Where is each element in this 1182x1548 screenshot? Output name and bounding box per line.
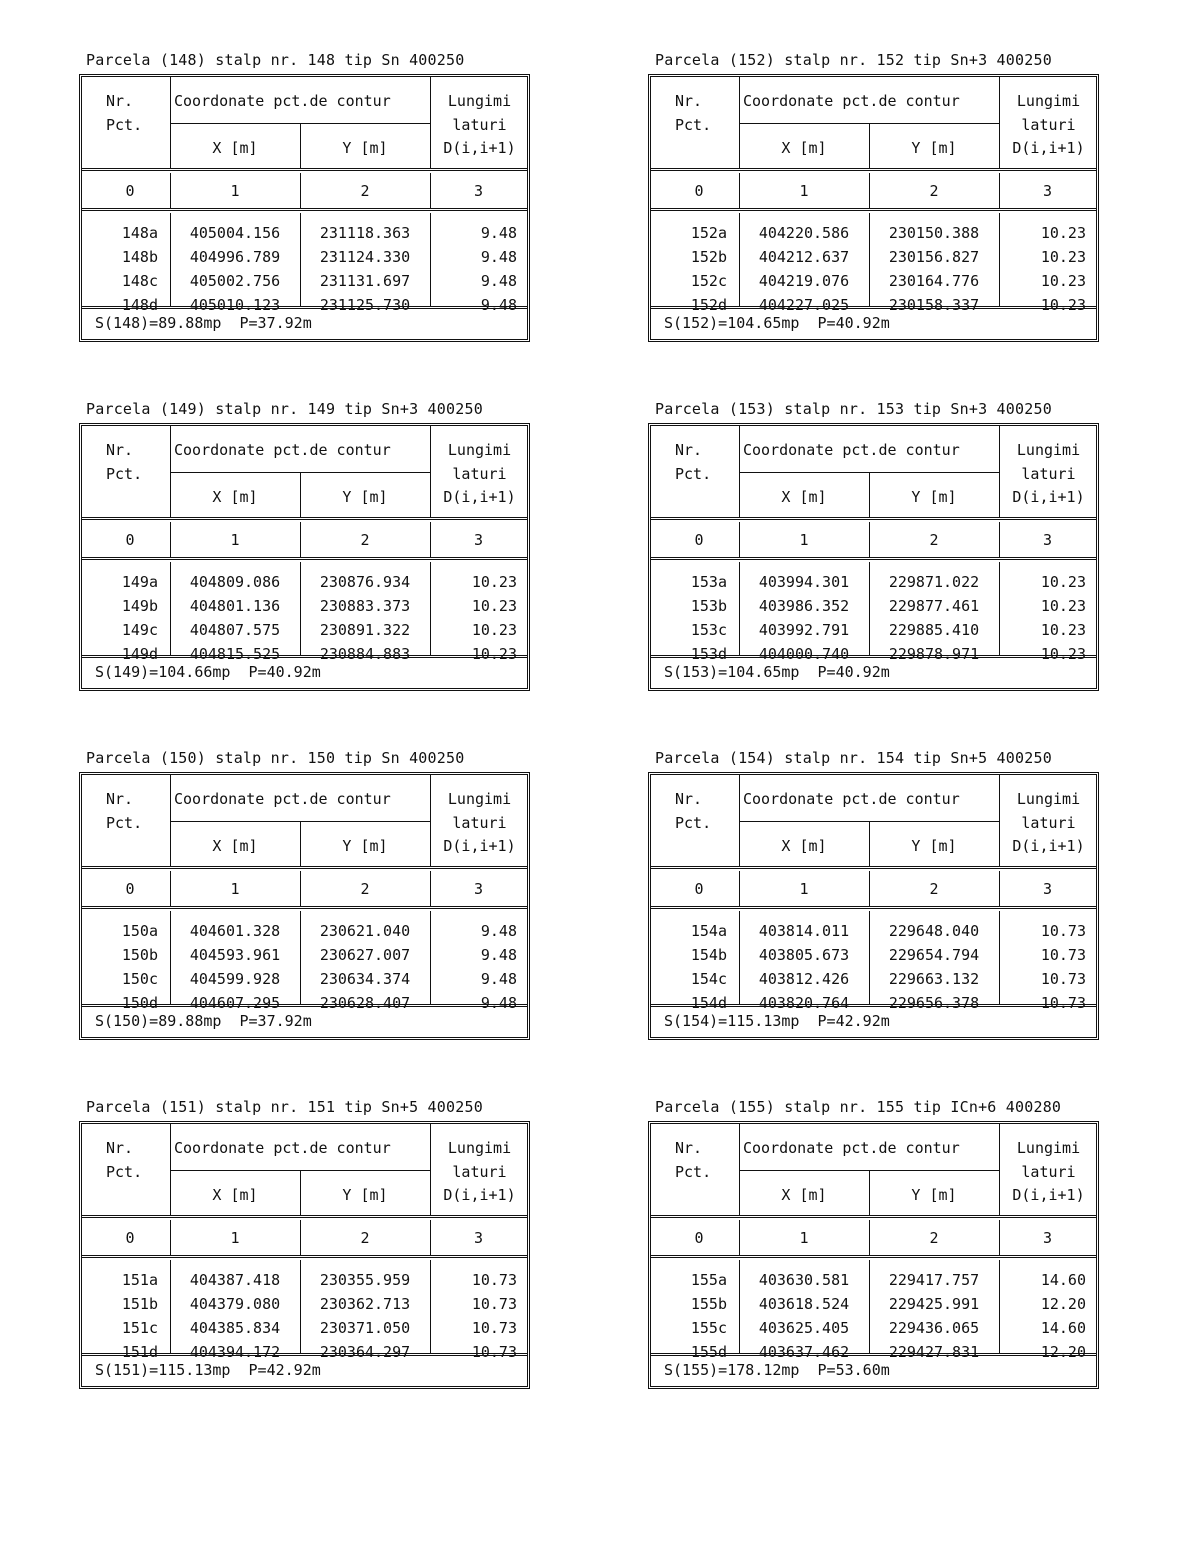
column-number: 0: [694, 1229, 704, 1247]
header-d: D(i,i+1): [443, 1186, 516, 1204]
side-length: 10.23: [1040, 224, 1086, 242]
side-length: 14.60: [1040, 1319, 1086, 1337]
column-number: 1: [799, 1229, 809, 1247]
header-pct: Pct.: [675, 1163, 712, 1181]
coord-y: 230883.373: [319, 597, 411, 615]
parcel-title: Parcela (152) stalp nr. 152 tip Sn+3 400250: [655, 51, 1052, 69]
point-id: 154b: [690, 946, 727, 964]
coord-x: 404601.328: [189, 922, 281, 940]
side-length: 10.23: [1040, 645, 1086, 663]
coordinates-table: [79, 74, 530, 342]
header-lungimi: Lungimi: [1016, 92, 1081, 110]
column-number: 2: [360, 880, 370, 898]
coord-x: 403820.764: [758, 994, 850, 1012]
coord-y: 230891.322: [319, 621, 411, 639]
coord-y: 230158.337: [888, 296, 980, 314]
area-perimeter-footer: S(153)=104.65mp P=40.92m: [664, 663, 890, 681]
coord-y: 230634.374: [319, 970, 411, 988]
coord-y: 231131.697: [319, 272, 411, 290]
point-id: 149d: [121, 645, 158, 663]
header-lungimi: Lungimi: [447, 441, 512, 459]
header-laturi: laturi: [452, 1163, 507, 1181]
point-id: 151c: [121, 1319, 158, 1337]
header-d: D(i,i+1): [1012, 139, 1085, 157]
area-perimeter-footer: S(148)=89.88mp P=37.92m: [95, 314, 312, 332]
parcel-block: [648, 401, 1103, 691]
point-id: 155a: [690, 1271, 727, 1289]
coord-x: 405004.156: [189, 224, 281, 242]
header-lungimi: Lungimi: [1016, 1139, 1081, 1157]
coordinates-table: [648, 772, 1099, 1040]
coord-x: 404219.076: [758, 272, 850, 290]
coord-x: 403805.673: [758, 946, 850, 964]
coord-y: 230371.050: [319, 1319, 411, 1337]
point-id: 151a: [121, 1271, 158, 1289]
header-nr: Nr.: [106, 441, 134, 459]
header-y: Y [m]: [342, 1186, 388, 1204]
column-number: 3: [1042, 880, 1053, 898]
coord-x: 403637.462: [758, 1343, 850, 1361]
point-id: 153b: [690, 597, 727, 615]
coord-x: 404996.789: [189, 248, 281, 266]
side-length: 10.23: [471, 621, 517, 639]
column-number: 3: [1042, 531, 1053, 549]
coord-y: 231124.330: [319, 248, 411, 266]
point-id: 149b: [121, 597, 158, 615]
side-length: 9.48: [480, 922, 517, 940]
column-number: 0: [694, 531, 704, 549]
header-y: Y [m]: [342, 837, 388, 855]
coord-y: 229654.794: [888, 946, 980, 964]
coord-y: 230627.007: [319, 946, 411, 964]
area-perimeter-footer: S(152)=104.65mp P=40.92m: [664, 314, 890, 332]
header-coordinates: Coordonate pct.de contur: [743, 1139, 960, 1157]
side-length: 10.73: [471, 1319, 517, 1337]
parcel-block: [79, 750, 534, 1040]
coord-y: 230156.827: [888, 248, 980, 266]
column-number: 3: [473, 1229, 484, 1247]
column-number: 0: [694, 182, 704, 200]
point-id: 153c: [690, 621, 727, 639]
header-laturi: laturi: [452, 465, 507, 483]
side-length: 9.48: [480, 970, 517, 988]
side-length: 10.23: [471, 573, 517, 591]
header-pct: Pct.: [106, 465, 143, 483]
column-number: 2: [360, 531, 370, 549]
header-x: X [m]: [212, 837, 258, 855]
header-y: Y [m]: [911, 1186, 957, 1204]
coord-y: 229425.991: [888, 1295, 980, 1313]
coord-y: 229871.022: [888, 573, 980, 591]
coord-x: 404387.418: [189, 1271, 281, 1289]
header-nr: Nr.: [675, 92, 703, 110]
header-d: D(i,i+1): [1012, 837, 1085, 855]
side-length: 10.73: [1040, 922, 1086, 940]
column-number: 0: [125, 1229, 135, 1247]
header-lungimi: Lungimi: [1016, 441, 1081, 459]
point-id: 153a: [690, 573, 727, 591]
header-nr: Nr.: [106, 790, 134, 808]
parcel-title: Parcela (150) stalp nr. 150 tip Sn 400250: [86, 749, 465, 767]
column-number: 1: [230, 182, 240, 200]
column-number: 1: [230, 1229, 240, 1247]
coord-y: 230884.883: [319, 645, 411, 663]
side-length: 10.73: [1040, 994, 1086, 1012]
side-length: 10.23: [1040, 272, 1086, 290]
point-id: 148a: [121, 224, 158, 242]
header-laturi: laturi: [1021, 116, 1076, 134]
column-number: 1: [230, 880, 240, 898]
side-length: 10.73: [471, 1343, 517, 1361]
header-lungimi: Lungimi: [447, 1139, 512, 1157]
point-id: 150b: [121, 946, 158, 964]
coord-y: 229417.757: [888, 1271, 980, 1289]
point-id: 153d: [690, 645, 727, 663]
parcel-block: [648, 52, 1103, 342]
coordinates-table: [79, 1121, 530, 1389]
coord-x: 404000.740: [758, 645, 850, 663]
header-coordinates: Coordonate pct.de contur: [174, 790, 391, 808]
point-id: 152d: [690, 296, 727, 314]
side-length: 10.23: [471, 645, 517, 663]
side-length: 10.23: [471, 597, 517, 615]
coord-y: 229878.971: [888, 645, 980, 663]
header-y: Y [m]: [911, 488, 957, 506]
column-number: 2: [929, 182, 939, 200]
header-y: Y [m]: [911, 837, 957, 855]
header-nr: Nr.: [675, 441, 703, 459]
area-perimeter-footer: S(149)=104.66mp P=40.92m: [95, 663, 321, 681]
coord-y: 229877.461: [888, 597, 980, 615]
point-id: 148c: [121, 272, 158, 290]
side-length: 10.23: [1040, 573, 1086, 591]
side-length: 10.23: [1040, 597, 1086, 615]
coordinates-table: [648, 74, 1099, 342]
point-id: 154c: [690, 970, 727, 988]
point-id: 152a: [690, 224, 727, 242]
header-laturi: laturi: [452, 814, 507, 832]
coord-x: 404809.086: [189, 573, 281, 591]
parcel-block: [79, 52, 534, 342]
side-length: 9.48: [480, 224, 517, 242]
point-id: 155d: [690, 1343, 727, 1361]
coord-x: 403994.301: [758, 573, 850, 591]
column-number: 3: [473, 531, 484, 549]
header-coordinates: Coordonate pct.de contur: [743, 92, 960, 110]
coord-y: 230355.959: [319, 1271, 411, 1289]
parcel-title: Parcela (154) stalp nr. 154 tip Sn+5 400250: [655, 749, 1052, 767]
column-number: 0: [125, 880, 135, 898]
coord-y: 231125.730: [319, 296, 411, 314]
column-number: 3: [473, 182, 484, 200]
column-number: 2: [929, 880, 939, 898]
coord-x: 404220.586: [758, 224, 850, 242]
point-id: 149c: [121, 621, 158, 639]
coord-x: 403812.426: [758, 970, 850, 988]
parcel-title: Parcela (153) stalp nr. 153 tip Sn+3 400250: [655, 400, 1052, 418]
header-lungimi: Lungimi: [447, 92, 512, 110]
point-id: 150d: [121, 994, 158, 1012]
point-id: 148b: [121, 248, 158, 266]
side-length: 10.23: [1040, 248, 1086, 266]
header-laturi: laturi: [1021, 1163, 1076, 1181]
coord-y: 230362.713: [319, 1295, 411, 1313]
column-number: 1: [799, 531, 809, 549]
area-perimeter-footer: S(150)=89.88mp P=37.92m: [95, 1012, 312, 1030]
header-y: Y [m]: [342, 488, 388, 506]
point-id: 152c: [690, 272, 727, 290]
point-id: 150a: [121, 922, 158, 940]
coord-x: 404599.928: [189, 970, 281, 988]
header-laturi: laturi: [452, 116, 507, 134]
coord-y: 230164.776: [888, 272, 980, 290]
point-id: 152b: [690, 248, 727, 266]
coord-x: 403618.524: [758, 1295, 850, 1313]
header-coordinates: Coordonate pct.de contur: [174, 1139, 391, 1157]
point-id: 151d: [121, 1343, 158, 1361]
column-number: 0: [125, 182, 135, 200]
side-length: 10.73: [471, 1271, 517, 1289]
side-length: 10.73: [1040, 946, 1086, 964]
coord-y: 231118.363: [319, 224, 411, 242]
coord-x: 405002.756: [189, 272, 281, 290]
coord-x: 403992.791: [758, 621, 850, 639]
header-nr: Nr.: [675, 1139, 703, 1157]
point-id: 154d: [690, 994, 727, 1012]
column-number: 1: [799, 182, 809, 200]
side-length: 10.23: [1040, 621, 1086, 639]
parcel-title: Parcela (151) stalp nr. 151 tip Sn+5 400250: [86, 1098, 483, 1116]
column-number: 2: [929, 531, 939, 549]
column-number: 3: [1042, 182, 1053, 200]
coord-y: 229663.132: [888, 970, 980, 988]
coord-x: 403630.581: [758, 1271, 850, 1289]
coord-y: 230621.040: [319, 922, 411, 940]
coord-x: 404807.575: [189, 621, 281, 639]
header-pct: Pct.: [675, 116, 712, 134]
area-perimeter-footer: S(154)=115.13mp P=42.92m: [664, 1012, 890, 1030]
coord-x: 404593.961: [189, 946, 281, 964]
coord-x: 403814.011: [758, 922, 850, 940]
coord-y: 229427.831: [888, 1343, 980, 1361]
header-x: X [m]: [212, 488, 258, 506]
coord-y: 230364.297: [319, 1343, 411, 1361]
side-length: 9.48: [480, 994, 517, 1012]
coord-y: 229648.040: [888, 922, 980, 940]
coordinates-table: [79, 772, 530, 1040]
header-coordinates: Coordonate pct.de contur: [743, 441, 960, 459]
column-number: 1: [230, 531, 240, 549]
column-number: 2: [360, 182, 370, 200]
coord-y: 229656.378: [888, 994, 980, 1012]
header-laturi: laturi: [1021, 465, 1076, 483]
coord-x: 404385.834: [189, 1319, 281, 1337]
coord-y: 229885.410: [888, 621, 980, 639]
coord-y: 230876.934: [319, 573, 411, 591]
header-pct: Pct.: [106, 1163, 143, 1181]
side-length: 10.73: [1040, 970, 1086, 988]
header-pct: Pct.: [675, 814, 712, 832]
header-d: D(i,i+1): [1012, 488, 1085, 506]
point-id: 148d: [121, 296, 158, 314]
area-perimeter-footer: S(151)=115.13mp P=42.92m: [95, 1361, 321, 1379]
side-length: 9.48: [480, 296, 517, 314]
header-x: X [m]: [212, 1186, 258, 1204]
column-number: 2: [929, 1229, 939, 1247]
coordinates-table: [648, 423, 1099, 691]
header-coordinates: Coordonate pct.de contur: [174, 441, 391, 459]
point-id: 155c: [690, 1319, 727, 1337]
header-pct: Pct.: [106, 814, 143, 832]
column-number: 0: [694, 880, 704, 898]
column-number: 0: [125, 531, 135, 549]
side-length: 12.20: [1040, 1343, 1086, 1361]
column-number: 3: [1042, 1229, 1053, 1247]
header-lungimi: Lungimi: [447, 790, 512, 808]
header-nr: Nr.: [675, 790, 703, 808]
side-length: 9.48: [480, 946, 517, 964]
point-id: 154a: [690, 922, 727, 940]
coord-y: 229436.065: [888, 1319, 980, 1337]
header-x: X [m]: [781, 139, 827, 157]
coord-x: 405010.123: [189, 296, 281, 314]
header-d: D(i,i+1): [443, 139, 516, 157]
coord-x: 404379.080: [189, 1295, 281, 1313]
header-nr: Nr.: [106, 1139, 134, 1157]
coord-x: 404815.525: [189, 645, 281, 663]
side-length: 12.20: [1040, 1295, 1086, 1313]
parcel-title: Parcela (149) stalp nr. 149 tip Sn+3 400250: [86, 400, 483, 418]
parcel-title: Parcela (148) stalp nr. 148 tip Sn 400250: [86, 51, 465, 69]
header-y: Y [m]: [342, 139, 388, 157]
column-number: 1: [799, 880, 809, 898]
point-id: 150c: [121, 970, 158, 988]
side-length: 10.73: [471, 1295, 517, 1313]
point-id: 155b: [690, 1295, 727, 1313]
header-nr: Nr.: [106, 92, 134, 110]
coord-x: 404212.637: [758, 248, 850, 266]
coord-x: 404227.025: [758, 296, 850, 314]
parcel-block: [648, 750, 1103, 1040]
area-perimeter-footer: S(155)=178.12mp P=53.60m: [664, 1361, 890, 1379]
coord-y: 230628.407: [319, 994, 411, 1012]
coordinates-table: [79, 423, 530, 691]
coord-x: 404607.295: [189, 994, 281, 1012]
side-length: 9.48: [480, 248, 517, 266]
header-lungimi: Lungimi: [1016, 790, 1081, 808]
header-d: D(i,i+1): [1012, 1186, 1085, 1204]
header-d: D(i,i+1): [443, 488, 516, 506]
side-length: 10.23: [1040, 296, 1086, 314]
coord-x: 404801.136: [189, 597, 281, 615]
header-laturi: laturi: [1021, 814, 1076, 832]
coordinates-table: [648, 1121, 1099, 1389]
parcel-block: [79, 1099, 534, 1389]
column-number: 3: [473, 880, 484, 898]
header-x: X [m]: [212, 139, 258, 157]
header-coordinates: Coordonate pct.de contur: [174, 92, 391, 110]
header-pct: Pct.: [106, 116, 143, 134]
header-x: X [m]: [781, 837, 827, 855]
coord-x: 404394.172: [189, 1343, 281, 1361]
point-id: 149a: [121, 573, 158, 591]
coord-y: 230150.388: [888, 224, 980, 242]
parcel-block: [79, 401, 534, 691]
header-y: Y [m]: [911, 139, 957, 157]
header-x: X [m]: [781, 488, 827, 506]
coord-x: 403625.405: [758, 1319, 850, 1337]
header-d: D(i,i+1): [443, 837, 516, 855]
side-length: 9.48: [480, 272, 517, 290]
coord-x: 403986.352: [758, 597, 850, 615]
side-length: 14.60: [1040, 1271, 1086, 1289]
column-number: 2: [360, 1229, 370, 1247]
header-x: X [m]: [781, 1186, 827, 1204]
parcel-block: [648, 1099, 1103, 1389]
header-pct: Pct.: [675, 465, 712, 483]
parcel-title: Parcela (155) stalp nr. 155 tip ICn+6 400280: [655, 1098, 1062, 1116]
header-coordinates: Coordonate pct.de contur: [743, 790, 960, 808]
point-id: 151b: [121, 1295, 158, 1313]
